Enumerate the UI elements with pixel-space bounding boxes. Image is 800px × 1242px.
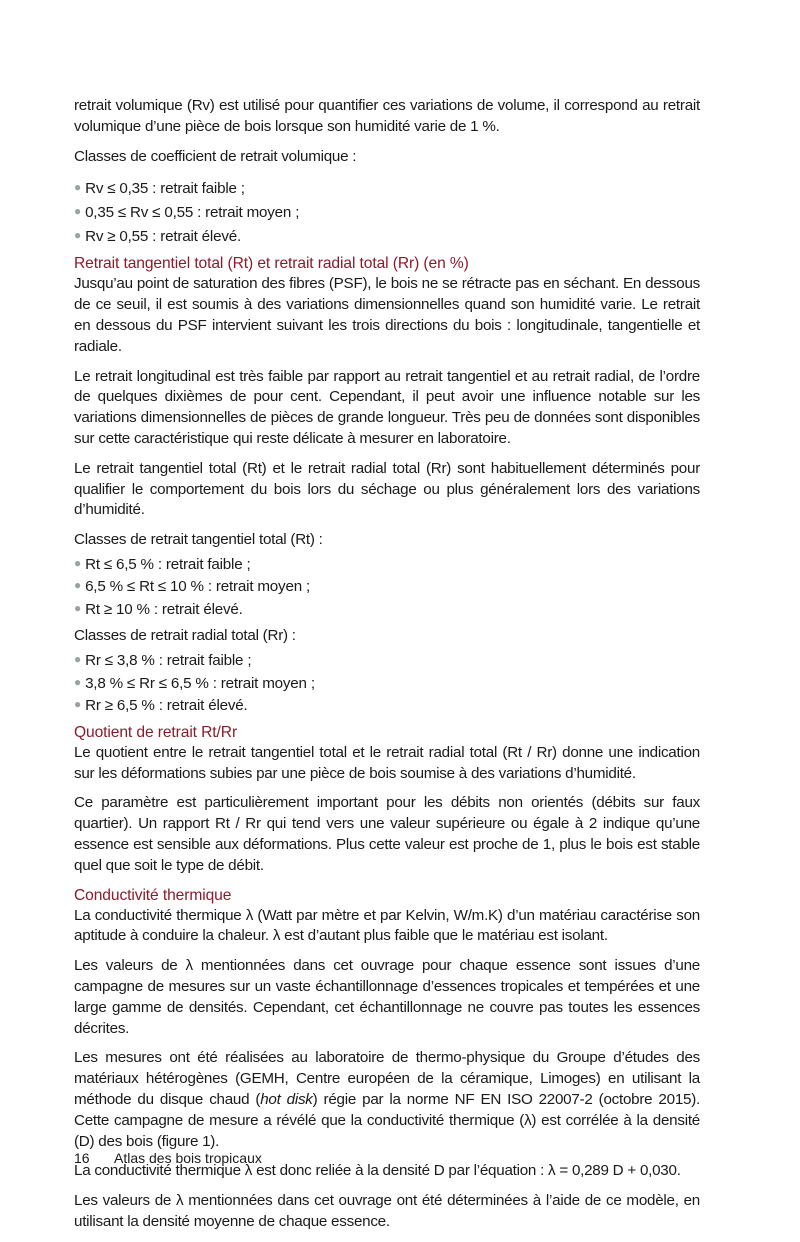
bullet-icon: ● [74, 555, 82, 570]
rt-classes-label: Classes de retrait tangentiel total (Rt) : [74, 531, 323, 549]
section-heading-retrait: Retrait tangentiel total (Rt) et retrait radial total (Rr) (en %) [74, 255, 469, 273]
list-item: ● Rt ≤ 6,5 % : retrait faible ; [74, 555, 251, 573]
bullet-icon: ● [74, 600, 82, 615]
list-item: ● Rr ≥ 6,5 % : retrait élevé. [74, 697, 248, 715]
list-item: ● Rt ≥ 10 % : retrait élevé. [74, 600, 243, 618]
bullet-icon: ● [74, 674, 82, 689]
bullet-icon: ● [74, 228, 82, 243]
list-item: ● 3,8 % ≤ Rr ≤ 6,5 % : retrait moyen ; [74, 674, 315, 692]
conductivite-paragraph-5: Les valeurs de λ mentionnées dans cet ouvrage ont été déterminées à l’aide de ce modèle, en utilisant la densité moyenne de chaque essence. [74, 1192, 700, 1230]
bullet-icon: ● [74, 578, 82, 593]
quotient-paragraph-2: Ce paramètre est particulièrement important pour les débits non orientés (débits sur faux quartier). Un rapport Rt / Rr qui tend vers une valeur supérieure ou égale à 2 indique qu’une essence est sensible aux déformations. Plus cette valeur est proche de 1, plus le bois est stable quel que soit le type de débit. [74, 794, 700, 874]
list-item: ● Rr ≤ 3,8 % : retrait faible ; [74, 652, 252, 670]
retrait-paragraph-1: Jusqu’au point de saturation des fibres (PSF), le bois ne se rétracte pas en séchant. En dessous de ce seuil, il est soumis à des variations dimensionnelles quand son humidité varie. Le retrait en dessous du PSF intervient suivant les trois directions du bois : longitudinale, tangentielle et radiale. [74, 275, 700, 355]
list-item: ● 6,5 % ≤ Rt ≤ 10 % : retrait moyen ; [74, 578, 310, 596]
bullet-icon: ● [74, 652, 82, 667]
rr-classes-label: Classes de retrait radial total (Rr) : [74, 627, 296, 645]
list-item: ● 0,35 ≤ Rv ≤ 0,55 : retrait moyen ; [74, 204, 300, 222]
hot-disk-term: hot disk [260, 1090, 313, 1108]
book-title: Atlas des bois tropicaux [114, 1150, 262, 1166]
conductivite-equation-paragraph: La conductivité thermique λ est donc reliée à la densité D par l’équation : λ = 0,289 D + 0,030. [74, 1162, 681, 1180]
page-number: 16 [74, 1150, 90, 1166]
conductivite-paragraph-2: Les valeurs de λ mentionnées dans cet ouvrage pour chaque essence sont issues d’une campagne de mesures sur un vaste échantillonnage d’essences tropicales et tempérées et une large gamme de densités. Cependant, cet échantillonnage ne couvre pas toutes les essences décrites. [74, 957, 700, 1037]
quotient-paragraph-1: Le quotient entre le retrait tangentiel total et le retrait radial total (Rt / Rr) donne une indication sur les déformations subies par une pièce de bois soumise à des variations d’humidité. [74, 743, 700, 782]
bullet-icon: ● [74, 204, 82, 219]
intro-paragraph: retrait volumique (Rv) est utilisé pour quantifier ces variations de volume, il correspond au retrait volumique d’une pièce de bois lorsque son humidité varie de 1 %. [74, 97, 700, 135]
rv-classes-label: Classes de coefficient de retrait volumique : [74, 147, 357, 165]
bullet-icon: ● [74, 697, 82, 712]
conductivite-paragraph-1: La conductivité thermique λ (Watt par mètre et par Kelvin, W/m.K) d’un matériau caractérise son aptitude à conduire la chaleur. λ est d’autant plus faible que le matériau est isolant. [74, 906, 700, 945]
page-content [74, 96, 700, 1242]
retrait-paragraph-3: Le retrait tangentiel total (Rt) et le retrait radial total (Rr) sont habituellement déterminés pour qualifier le comportement du bois lors du séchage ou plus généralement lors des variations d’humidité. [74, 459, 700, 519]
list-item: ● Rv ≥ 0,55 : retrait élevé. [74, 228, 241, 246]
retrait-paragraph-2: Le retrait longitudinal est très faible par rapport au retrait tangentiel et au retrait radial, de l’ordre de quelques dixièmes de pour cent. Cependant, il peut avoir une influence notable sur les variations dimensionnelles de pièces de grande longueur. Très peu de données sont disponibles sur cette caractéristique qui reste délicate à mesurer en laboratoire. [74, 367, 700, 447]
rt-classes-list [74, 553, 700, 621]
bullet-icon: ● [74, 180, 82, 195]
page-footer [74, 1150, 262, 1166]
section-heading-conductivite: Conductivité thermique [74, 886, 232, 904]
conductivite-paragraph-3: Les mesures ont été réalisées au laboratoire de thermo-physique du Groupe d’études des matériaux hétérogènes (GEMH, Centre européen de la céramique, Limoges) en utilisant la méthode du disque chaud (hot disk) régie par la norme NF EN ISO 22007-2 (octobre 2015). Cette campagne de mesure a révélé que la conductivité thermique (λ) est corrélée à la densité (D) des bois (figure 1). [74, 1049, 700, 1150]
section-heading-quotient: Quotient de retrait Rt/Rr [74, 723, 238, 741]
list-item: ● Rv ≤ 0,35 : retrait faible ; [74, 180, 245, 198]
rv-classes-list [74, 176, 700, 248]
rr-classes-list [74, 649, 700, 717]
